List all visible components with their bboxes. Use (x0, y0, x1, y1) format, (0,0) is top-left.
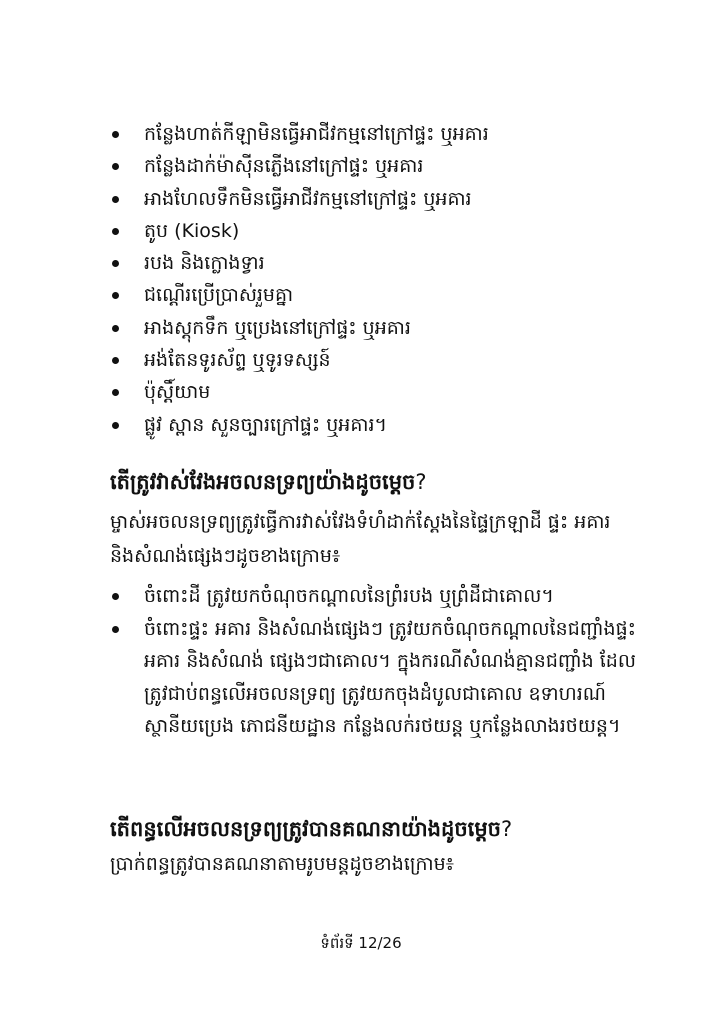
bullet-icon (112, 626, 119, 633)
section-heading-calculation (110, 813, 512, 845)
list-item (108, 183, 489, 215)
bullet-icon (112, 422, 119, 429)
list-item-text: របង និងក្លោងទ្វារ (144, 252, 265, 275)
section-intro-paragraph: ម្ចាស់អចលនទ្រព្យត្រូវធ្វើការវាស់វែងទំហំដាក់ស្តែងនៃផ្ទៃក្រឡាដី ផ្ទះ អគារ និងសំណង់ផ្សេងៗដូចខាងក្រោម៖ (110, 511, 611, 567)
section-heading-measurement (110, 466, 427, 498)
question-mark: ? (415, 470, 427, 494)
question-mark: ? (500, 817, 513, 841)
list-item (108, 150, 489, 182)
page-number: ទំព័រទី 12/26 (320, 934, 402, 952)
section-intro-paragraph: ប្រាក់ពន្ធត្រូវបានគណនាតាមរូបមន្តដូចខាងក្រោម៖ (110, 853, 455, 875)
bullet-icon (112, 196, 119, 203)
bullet-icon (112, 325, 119, 332)
bullet-icon (112, 163, 119, 170)
list-item-text: អាងហែលទឹកមិនធ្វើអាជីវកម្មនៅក្រៅផ្ទះ ឬអគារ (144, 187, 472, 210)
measurement-rules-list (108, 580, 638, 743)
list-item (108, 344, 489, 376)
list-item-text: អាងស្តុកទឹក ឬប្រេងនៅក្រៅផ្ទះ ឬអគារ (144, 316, 411, 339)
section-heading-text: តើត្រូវវាស់វែងអចលនទ្រព្យយ៉ាងដូចម្តេច (110, 470, 416, 494)
property-type-list (108, 118, 489, 441)
bullet-icon (112, 260, 119, 267)
list-item (108, 613, 638, 743)
list-item-text: តូប (Kiosk) (144, 219, 240, 242)
list-item-text: ផ្លូវ ស្ពាន សួនច្បារក្រៅផ្ទះ ឬអគារ។ (144, 413, 388, 436)
list-item (108, 376, 489, 408)
list-item-text: កន្លែងហាត់កីឡាមិនធ្វើអាជីវកម្មនៅក្រៅផ្ទះ ឬអគារ (144, 123, 489, 145)
list-item-text: កន្លែងដាក់ម៉ាស៊ីនភ្លើងនៅក្រៅផ្ទះ ឬអគារ (144, 155, 424, 178)
list-item-text: អង់តែនទូរស័ព្ទ ឬទូរទស្សន៍ (144, 349, 331, 372)
bullet-icon (112, 131, 119, 138)
list-item (108, 279, 489, 311)
list-item (108, 215, 489, 247)
bullet-icon (112, 228, 119, 235)
section-heading-text: តើពន្ធលើអចលនទ្រព្យត្រូវបានគណនាយ៉ាងដូចម្តេច (110, 817, 501, 841)
list-item (108, 247, 489, 279)
list-item (108, 580, 638, 613)
bullet-icon (112, 389, 119, 396)
list-item-text: ជណ្ដើរប្រើប្រាស់រួមគ្នា (144, 284, 294, 307)
list-item (108, 409, 489, 441)
bullet-icon (112, 593, 119, 600)
list-item-text: ចំពោះដី ត្រូវយកចំណុចកណ្តាលនៃព្រំរបង ឬព្រំដីជាគោល។ (144, 585, 554, 607)
list-item (108, 312, 489, 344)
bullet-icon (112, 357, 119, 364)
list-item-text: ប៉ុស្តិ៍យាម (144, 381, 211, 404)
bullet-icon (112, 292, 119, 299)
list-item (108, 118, 489, 150)
list-item-text: ចំពោះផ្ទះ អគារ និងសំណង់ផ្សេងៗ ត្រូវយកចំណុចកណ្តាលនៃជញ្ជាំងផ្ទះ អគារ និងសំណង់ ផ្សេងៗជាគោល។ ក្នុងករណីសំណង់គ្មានជញ្ជាំង ដែលត្រូវជាប់ពន្ធលើអចលនទ្រព្យ ត្រូវយកចុងដំបូលជាគោល ឧទាហរណ៍ស្ថានីយប្រេង ភោជនីយដ្ឋាន កន្លែងលក់រថយន្ត ឬកន្លែងលាងរថយន្ត។ (144, 617, 637, 737)
